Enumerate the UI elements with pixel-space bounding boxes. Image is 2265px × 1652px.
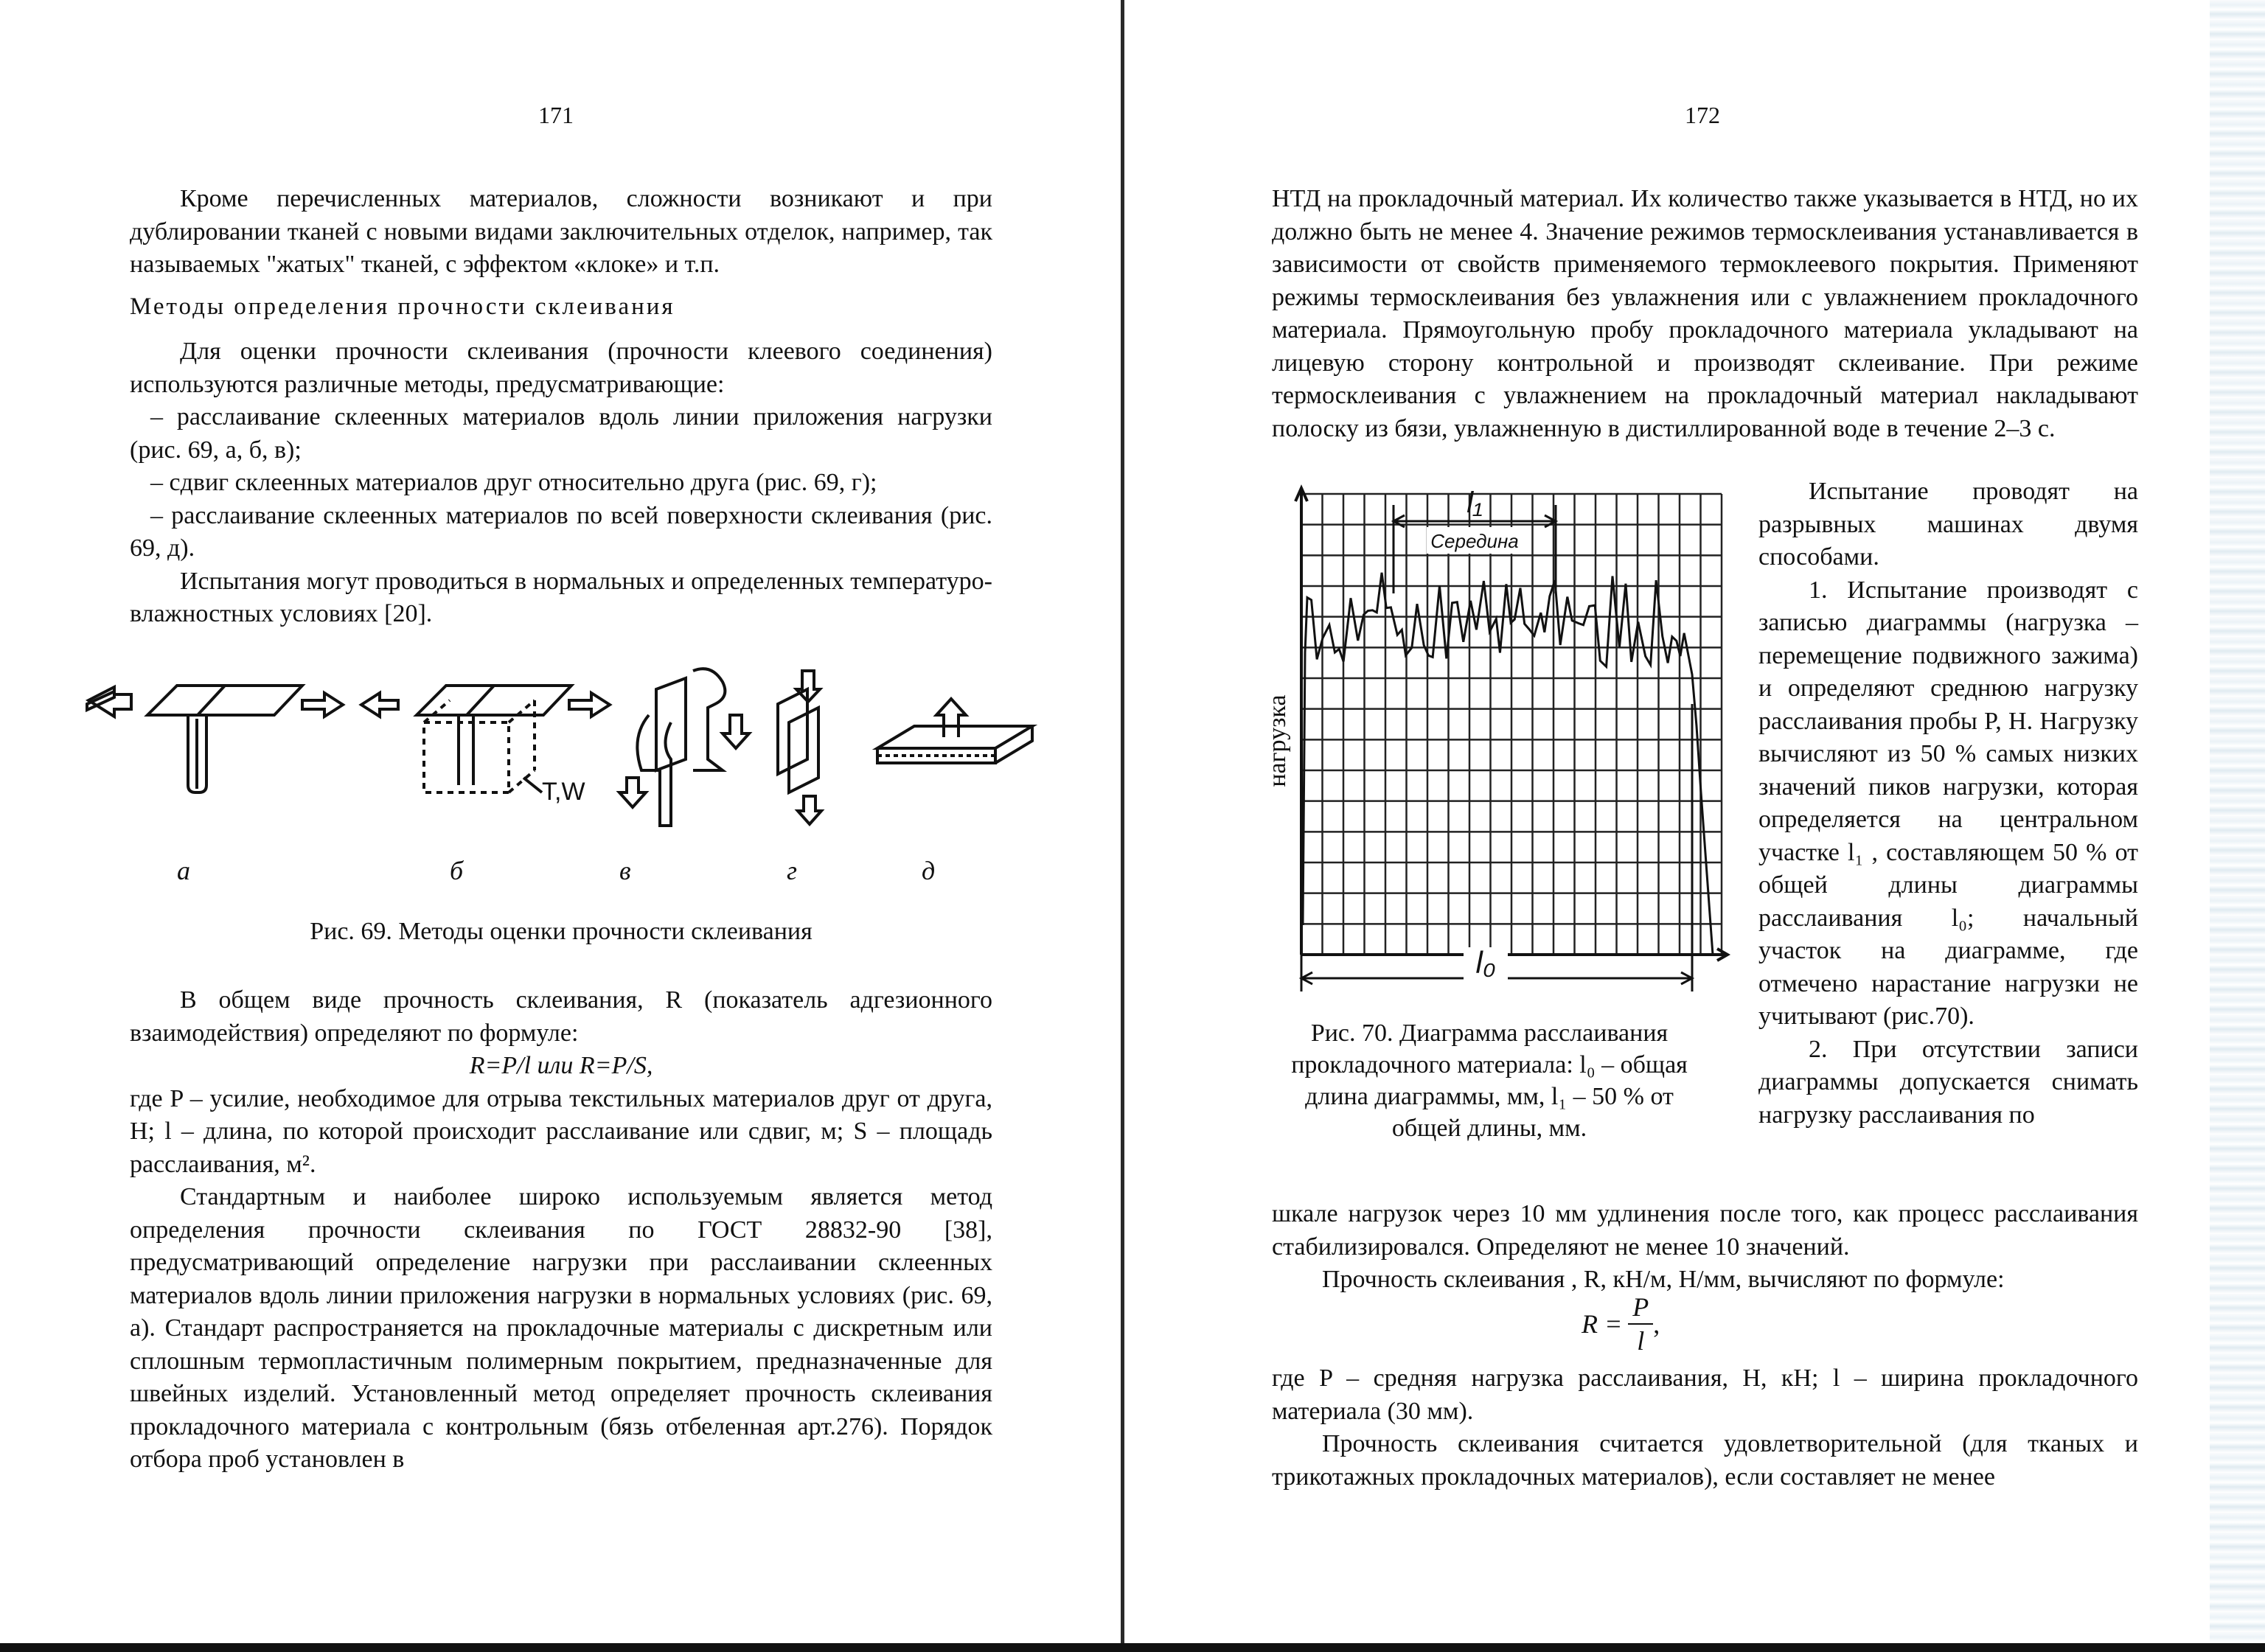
text-block (130, 335, 992, 631)
text-block (1272, 1198, 2138, 1297)
fraction (1628, 1291, 1653, 1357)
paragraph: Прочность склеивания , R, кН/м, Н/мм, вычисляют по формуле: (1322, 1266, 2005, 1293)
section-heading: Методы определения прочности склеивания (130, 293, 675, 320)
middle-label: Середина (1430, 530, 1519, 552)
figure-69-drawing (81, 649, 1040, 840)
formula-tail: , (1653, 1309, 1660, 1339)
method-v-sketch (619, 669, 749, 826)
method-d-sketch (877, 699, 1032, 763)
annotation-t-w: T,W (542, 778, 585, 806)
formula-fraction (1582, 1289, 1660, 1359)
figure-label-v: в (619, 856, 631, 885)
right-page (1124, 0, 2265, 1644)
scan-bottom-edge (0, 1643, 2265, 1652)
left-page (0, 0, 1121, 1644)
figure-69-caption: Рис. 69. Методы оценки прочности склеивания (310, 918, 813, 945)
text-block (130, 984, 992, 1477)
paragraph: НТД на прокладочный материал. Их количество также указывается в НТД, но их должно быть не менее 4. Значение режимов термосклеивания устанавливается в зависимости от свойств применяемого термоклеевого покрытия. Применяют режимы термосклеивания без увлажнения или с увлажнением прокладочного материала. Прямоугольную пробу прокладочного материала укладывают на лицевую сторону контрольной и производят склеивание. При режиме термосклеивания с увлажнением на прокладочный материал накладывают полоску из бязи, увлажненную в дистиллированной воде в течение 2–3 с. (1272, 185, 2138, 442)
paragraph: Стандартным и наиболее широко используемым является метод определения прочности склеивания по ГОСТ 28832-90 [38], предусматривающий определение нагрузки при расслаивании склеенных материалов вдоль линии приложения нагрузки в нормальных условиях (рис. 69, а). Стандарт распространяется на прокладочные материалы с дискретным или сплошным термопластичным полимерным покрытием, предназначенные для швейных изделий. Установленный метод определяет прочность склеивания прокладочного материала с контрольным (бязь отбеленная арт.276). Порядок отбора проб установлен в (130, 1183, 992, 1473)
paragraph: 2. При отсутствии записи диаграммы допускается снимать нагрузку расслаивания по (1758, 1035, 2138, 1129)
list-item: – расслаивание склеенных материалов вдоль линии приложения нагрузки (рис. 69, а, б, в); (130, 403, 992, 464)
method-b-sketch (361, 686, 610, 792)
method-a-sketch (87, 686, 343, 792)
page-number: 172 (1685, 102, 1720, 128)
figure-label-b: б (450, 856, 464, 885)
paragraph: шкале нагрузок через 10 мм удлинения после того, как процесс расслаивания стабилизировался. Определяют не менее 10 значений. (1272, 1200, 2138, 1261)
paragraph: где P – усилие, необходимое для отрыва текстильных материалов друг от друга, Н; l – длина, по которой происходит расслаивание или сдвиг, м; S – площадь расслаивания, м². (130, 1084, 992, 1178)
paragraph: В общем виде прочность склеивания, R (показатель адгезионного взаимодействия) определяют по формуле: (130, 986, 992, 1047)
l0-label: l₀ (1475, 945, 1496, 980)
page-number: 171 (538, 102, 574, 128)
figure-70-chart (1250, 483, 1729, 999)
paragraph: Кроме перечисленных материалов, сложности возникают и при дублировании тканей с новыми видами заключительных отделок, например, так называемых "жатых" тканей, с эффектом «клоке» и т.п. (130, 185, 992, 278)
paragraph: Испытания могут проводиться в нормальных и определенных температуро-влажностных условиях [20]. (130, 567, 992, 627)
denominator: l (1637, 1326, 1645, 1356)
text-block (1272, 1362, 2138, 1494)
numerator: P (1628, 1291, 1653, 1325)
paragraph: где P – средняя нагрузка расслаивания, Н, кН; l – ширина прокладочного материала (30 мм). (1272, 1365, 2138, 1425)
method-g-sketch (778, 671, 821, 824)
paragraph: 1. Испытание производят с записью диаграммы (нагрузка – перемещение подвижного зажима) и определяют среднюю нагрузку расслаивания пробы P, Н. Нагрузку вычисляют из 50 % самых низких значений пиков нагрузки, которая определяется на центральном участке l₁ , составляющем 50 % от общей длины диаграммы расслаивания l₀; начальный участок на диаграмме, где отмечено нарастание нагрузки не учитывают (рис.70). (1758, 576, 2138, 1030)
figure-label-d: д (922, 856, 936, 885)
figure-label-a: а (177, 856, 190, 885)
y-axis-label: нагрузка (1264, 694, 1291, 787)
figure-70-caption: Рис. 70. Диаграмма расслаивания прокладочного материала: l₀ – общая длина диаграммы, мм, l₁ – 50 % от общей длины, мм. (1291, 1020, 1688, 1142)
paragraph: Испытание проводят на разрывных машинах двумя способами. (1758, 478, 2138, 571)
formula-lhs: R = (1582, 1309, 1623, 1339)
figure-label-g: г (787, 856, 798, 885)
l1-label: l₁ (1466, 487, 1483, 519)
list-item: – расслаивание склеенных материалов по всей поверхности склеивания (рис. 69, д). (130, 501, 992, 562)
list-item: – сдвиг склеенных материалов друг относительно друга (рис. 69, г); (150, 469, 877, 496)
side-text-block (1758, 475, 2138, 1132)
formula: R=P/l или R=P/S, (469, 1052, 653, 1079)
paragraph: Для оценки прочности склеивания (прочности клеевого соединения) используются различные методы, предусматривающие: (130, 338, 992, 398)
paragraph: Прочность склеивания считается удовлетворительной (для тканых и трикотажных прокладочных материалов), если составляет не менее (1272, 1430, 2138, 1491)
